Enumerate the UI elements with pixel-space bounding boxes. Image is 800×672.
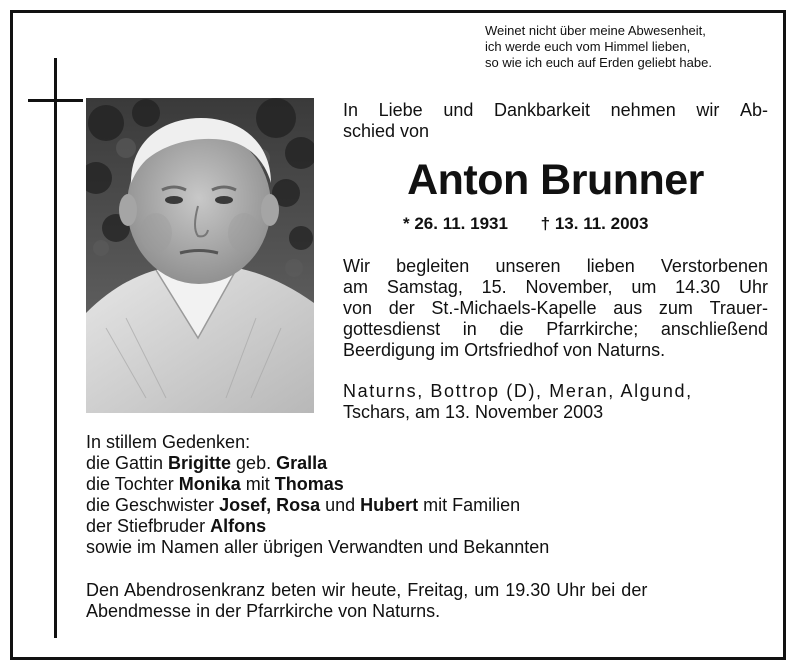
funeral-line: Wir begleiten unseren lieben Verstorbenen [343,256,768,276]
memorial-quote [485,23,775,71]
cross-icon [54,58,57,638]
portrait-photo [86,98,314,413]
life-dates [403,214,648,234]
mourner-name: Gralla [276,453,328,473]
intro-text [343,100,768,142]
funeral-line: von der St.-Michaels-Kapelle aus zum Trauer- [343,298,768,318]
mourners-list [86,432,766,558]
mourner-connector: mit Familien [418,495,521,515]
mourner-connector: und [320,495,361,515]
cross-icon-bar [28,99,83,102]
funeral-line: Beerdigung im Ortsfriedhof von Naturns. [343,340,666,360]
place-and-date [343,381,768,423]
closing-line: Abendmesse in der Pfarrkirche von Naturns. [86,601,441,621]
quote-line: so wie ich euch auf Erden geliebt habe. [485,55,712,70]
intro-line: In Liebe und Dankbarkeit nehmen wir Ab- [343,100,768,120]
mourner-name: Monika [178,474,241,494]
death-date: † 13. 11. 2003 [540,214,649,233]
quote-line: ich werde euch vom Himmel lieben, [485,39,691,54]
funeral-details [343,256,768,361]
rosary-announcement [86,580,766,622]
closing-line: Den Abendrosenkranz beten wir heute, Freitag, um 19.30 Uhr bei der [86,580,648,600]
mourner-relation: der Stiefbruder [86,516,211,536]
mourner-name: Hubert [360,495,419,515]
mourner-siblings [86,495,766,516]
mourner-connector: mit [240,474,275,494]
funeral-line: gottesdienst in die Pfarrkirche; anschließend [343,319,768,339]
funeral-line: am Samstag, 15. November, um 14.30 Uhr [343,277,768,297]
mourner-stepbrother [86,516,766,537]
mourners-heading: In stillem Gedenken: [86,432,251,452]
mourner-relation: die Gattin [86,453,169,473]
mourner-wife [86,453,766,474]
location-line: Naturns, Bottrop (D), Meran, Algund, [343,381,693,401]
mourner-daughter [86,474,766,495]
deceased-name: Anton Brunner [407,156,704,204]
intro-line: schied von [343,121,430,141]
birth-date: * 26. 11. 1931 [403,214,508,233]
mourner-relation: die Tochter [86,474,179,494]
mourner-name: Josef, Rosa [219,495,321,515]
portrait-image [86,98,314,413]
mourner-relation: die Geschwister [86,495,220,515]
mourner-name: Alfons [210,516,267,536]
mourner-connector: geb. [231,453,277,473]
mourner-name: Thomas [274,474,344,494]
quote-line: Weinet nicht über meine Abwesenheit, [485,23,706,38]
mourner-others: sowie im Namen aller übrigen Verwandten und Bekannten [86,537,550,557]
mourner-name: Brigitte [168,453,232,473]
location-line: Tschars, am 13. November 2003 [343,402,604,422]
